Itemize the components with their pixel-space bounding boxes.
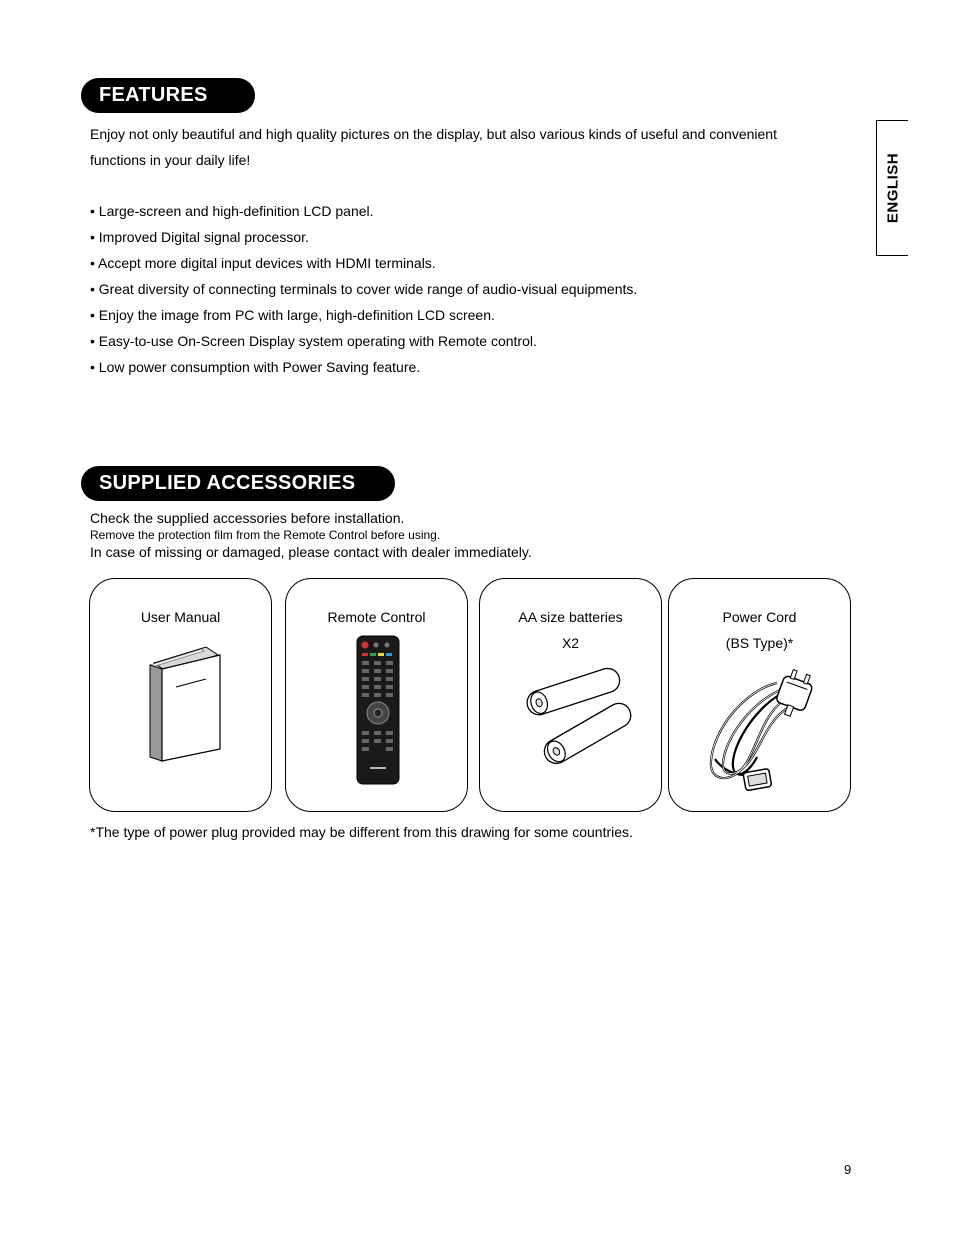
features-intro-line2: functions in your daily life! bbox=[90, 152, 251, 168]
page-number: 9 bbox=[844, 1162, 852, 1177]
language-tab-label: ENGLISH bbox=[884, 152, 901, 224]
power-cord-icon bbox=[693, 661, 833, 801]
accessories-line1: Check the supplied accessories before installation. bbox=[90, 510, 405, 526]
accessory-label: Power Cord bbox=[722, 609, 797, 625]
batteries-icon bbox=[510, 655, 640, 765]
accessories-footnote: *The type of power plug provided may be different from this drawing for some countries. bbox=[90, 824, 633, 840]
accessories-line3: In case of missing or damaged, please contact with dealer immediately. bbox=[90, 544, 532, 560]
list-item: • Great diversity of connecting terminals to cover wide range of audio-visual equipments. bbox=[90, 281, 638, 297]
accessories-heading bbox=[81, 466, 395, 501]
accessory-label: Remote Control bbox=[327, 609, 426, 625]
accessory-sublabel: (BS Type)* bbox=[725, 635, 794, 651]
list-item: • Easy-to-use On-Screen Display system operating with Remote control. bbox=[90, 333, 537, 349]
accessory-card-power-cord bbox=[668, 578, 851, 812]
accessories-line2: Remove the protection film from the Remote Control before using. bbox=[90, 528, 441, 542]
features-heading bbox=[81, 78, 255, 113]
list-item: • Improved Digital signal processor. bbox=[90, 229, 309, 245]
list-item: • Enjoy the image from PC with large, high-definition LCD screen. bbox=[90, 307, 495, 323]
language-tab bbox=[876, 120, 908, 256]
accessory-card-user-manual bbox=[89, 578, 272, 812]
accessory-sublabel: X2 bbox=[561, 635, 580, 651]
list-item: • Low power consumption with Power Saving feature. bbox=[90, 359, 421, 375]
remote-control-icon bbox=[356, 635, 400, 785]
accessory-label: AA size batteries bbox=[518, 609, 623, 625]
accessory-card-batteries bbox=[479, 578, 662, 812]
accessories-title: SUPPLIED ACCESSORIES bbox=[99, 472, 356, 494]
list-item: • Accept more digital input devices with HDMI terminals. bbox=[90, 255, 436, 271]
list-item: • Large-screen and high-definition LCD panel. bbox=[90, 203, 374, 219]
features-intro-line1: Enjoy not only beautiful and high quality pictures on the display, but also various kinds of useful and convenient bbox=[90, 126, 777, 142]
accessory-label: User Manual bbox=[140, 609, 221, 625]
manual-icon bbox=[140, 645, 230, 775]
features-title: FEATURES bbox=[99, 84, 208, 106]
accessory-card-remote-control bbox=[285, 578, 468, 812]
